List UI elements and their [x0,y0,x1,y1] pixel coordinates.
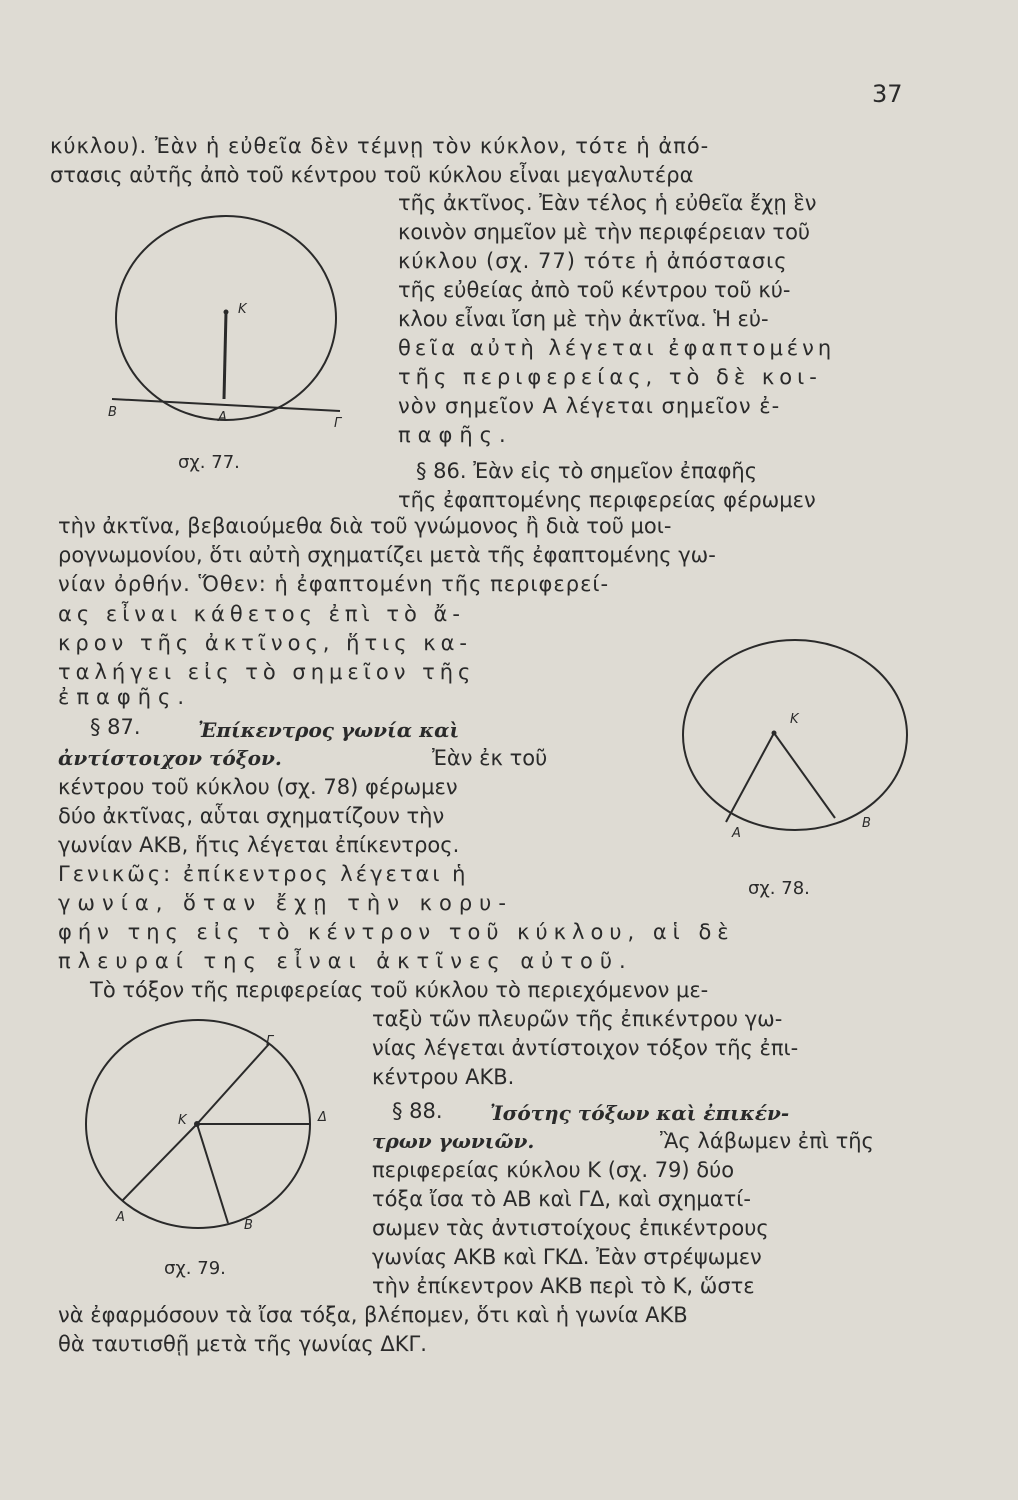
text-line: Γενικῶς: ἐπίκεντρος λέγεται ἡ [58,862,469,886]
section-87-heading-2: ἀντίστοιχον τόξον. [58,746,282,770]
text-line: γωνίας ΑΚΒ καὶ ΓΚΔ. Ἐὰν στρέψωμεν [372,1245,762,1269]
text-line: θεῖα αὐτὴ λέγεται ἐφαπτομένη [398,336,836,360]
text-line: κλου εἶναι ἴση μὲ τὴν ἀκτῖνα. Ἡ εὐ- [398,307,769,331]
fig79-radius-ka [122,1124,197,1201]
fig78-label-b: B [862,816,871,831]
fig78-label-k: K [790,712,799,727]
text-line: νὰ ἐφαρμόσουν τὰ ἴσα τόξα, βλέπομεν, ὅτι καὶ ἡ γωνία ΑΚΒ [58,1303,688,1327]
fig79-radius-kg [197,1044,269,1124]
fig77-label-b: B [108,405,117,420]
section-87-number: § 87. [90,715,141,739]
text-line: τῆς ἀκτῖνος. Ἐὰν τέλος ἡ εὐθεῖα ἔχῃ ἓν [398,191,817,215]
text-line: κέντρου τοῦ κύκλου (σχ. 78) φέρωμεν [58,775,458,799]
text-line: ἐπαφῆς. [58,685,191,709]
fig79-label-a: A [116,1210,125,1225]
text-line: θὰ ταυτισθῇ μετὰ τῆς γωνίας ΔΚΓ. [58,1332,427,1356]
text-line: νίας λέγεται ἀντίστοιχον τόξον τῆς ἐπι- [372,1036,799,1060]
fig77-center-point [224,310,229,315]
text-line: Ἂς λάβωμεν ἐπὶ τῆς [660,1129,874,1153]
text-line: φήν της εἰς τὸ κέντρον τοῦ κύκλου, αἱ δὲ [58,920,735,944]
figure-78 [680,640,960,840]
text-line: δύο ἀκτῖνας, αὗται σχηματίζουν τὴν [58,804,445,828]
section-88-heading: Ἰσότης τόξων καὶ ἐπικέν- [490,1101,790,1125]
fig78-center-point [772,731,777,736]
text-line: τὴν ἐπίκεντρον ΑΚΒ περὶ τὸ Κ, ὥστε [372,1274,755,1298]
page-number: 37 [872,80,903,108]
section-86-line: § 86. Ἐὰν εἰς τὸ σημεῖον ἐπαφῆς [416,459,758,483]
text-line: νὸν σημεῖον Α λέγεται σημεῖον ἐ- [398,394,781,418]
text-line: περιφερείας κύκλου Κ (σχ. 79) δύο [372,1158,735,1182]
fig77-label-g: Γ [334,416,342,431]
text-line: τῆς περιφερείας, τὸ δὲ κοι- [398,365,822,389]
text-line: κύκλου). Ἐὰν ἡ εὐθεῖα δὲν τέμνῃ τὸν κύκλον, τότε ἡ ἀπό- [50,134,710,158]
figure-79 [70,1010,370,1250]
text-line: γωνίαν ΑΚΒ, ἥτις λέγεται ἐπίκεντρος. [58,833,460,857]
text-line: τόξα ἴσα τὸ ΑΒ καὶ ΓΔ, καὶ σχηματί- [372,1187,751,1211]
text-line: Ἐὰν ἐκ τοῦ [432,746,548,770]
text-line: νίαν ὀρθήν. Ὅθεν: ἡ ἐφαπτομένη τῆς περιφερεί- [58,572,610,596]
section-88-number: § 88. [392,1099,443,1123]
figure-77 [0,200,340,460]
text-line: γωνία, ὅταν ἔχῃ τὴν κορυ- [58,891,513,915]
fig79-label-d: Δ [318,1110,327,1125]
fig79-label-b: B [244,1218,253,1233]
fig77-label-k: K [238,302,247,317]
fig77-label-a: A [218,410,227,425]
text-line: στασις αὐτῆς ἀπὸ τοῦ κέντρου τοῦ κύκλου εἶναι μεγαλυτέρα [50,163,694,187]
text-line: ταξὺ τῶν πλευρῶν τῆς ἐπικέντρου γω- [372,1007,783,1031]
fig78-circle [683,640,907,830]
text-line: ρογνωμονίου, ὅτι αὐτὴ σχηματίζει μετὰ τῆς ἐφαπτομένης γω- [58,543,716,567]
text-line: τὴν ἀκτῖνα, βεβαιούμεθα διὰ τοῦ γνώμονος ἢ διὰ τοῦ μοι- [58,514,672,538]
fig79-label-k: K [178,1113,187,1128]
text-line: κρον τῆς ἀκτῖνος, ἥτις κα- [58,631,472,655]
text-line: κύκλου (σχ. 77) τότε ἡ ἀπόστασις [398,249,788,273]
fig79-label-g: Γ [266,1034,274,1049]
fig79-caption: σχ. 79. [164,1258,226,1279]
text-line: τῆς ἐφαπτομένης περιφερείας φέρωμεν [398,488,816,512]
text-line: ας εἶναι κάθετος ἐπὶ τὸ ἄ- [58,602,465,626]
fig78-radius-kb [774,733,835,818]
fig78-caption: σχ. 78. [748,878,810,899]
fig78-label-a: A [732,826,741,841]
text-line: κέντρου ΑΚΒ. [372,1065,515,1089]
text-line: ταλήγει εἰς τὸ σημεῖον τῆς [58,660,476,684]
text-line: κοινὸν σημεῖον μὲ τὴν περιφέρειαν τοῦ [398,220,811,244]
text-line: τῆς εὐθείας ἀπὸ τοῦ κέντρου τοῦ κύ- [398,278,791,302]
fig77-radius [224,312,226,399]
fig79-radius-kb [197,1124,228,1223]
section-87-heading: Ἐπίκεντρος γωνία καὶ [198,718,460,742]
section-88-heading-2: τρων γωνιῶν. [372,1129,535,1153]
fig77-caption: σχ. 77. [178,452,240,473]
fig78-radius-ka [726,733,774,822]
fig79-center-point [194,1121,200,1127]
text-line: Τὸ τόξον τῆς περιφερείας τοῦ κύκλου τὸ περιεχόμενον με- [90,978,709,1002]
text-line: παφῆς. [398,423,513,447]
text-line: σωμεν τὰς ἀντιστοίχους ἐπικέντρους [372,1216,769,1240]
text-line: πλευραί της εἶναι ἀκτῖνες αὐτοῦ. [58,949,633,973]
